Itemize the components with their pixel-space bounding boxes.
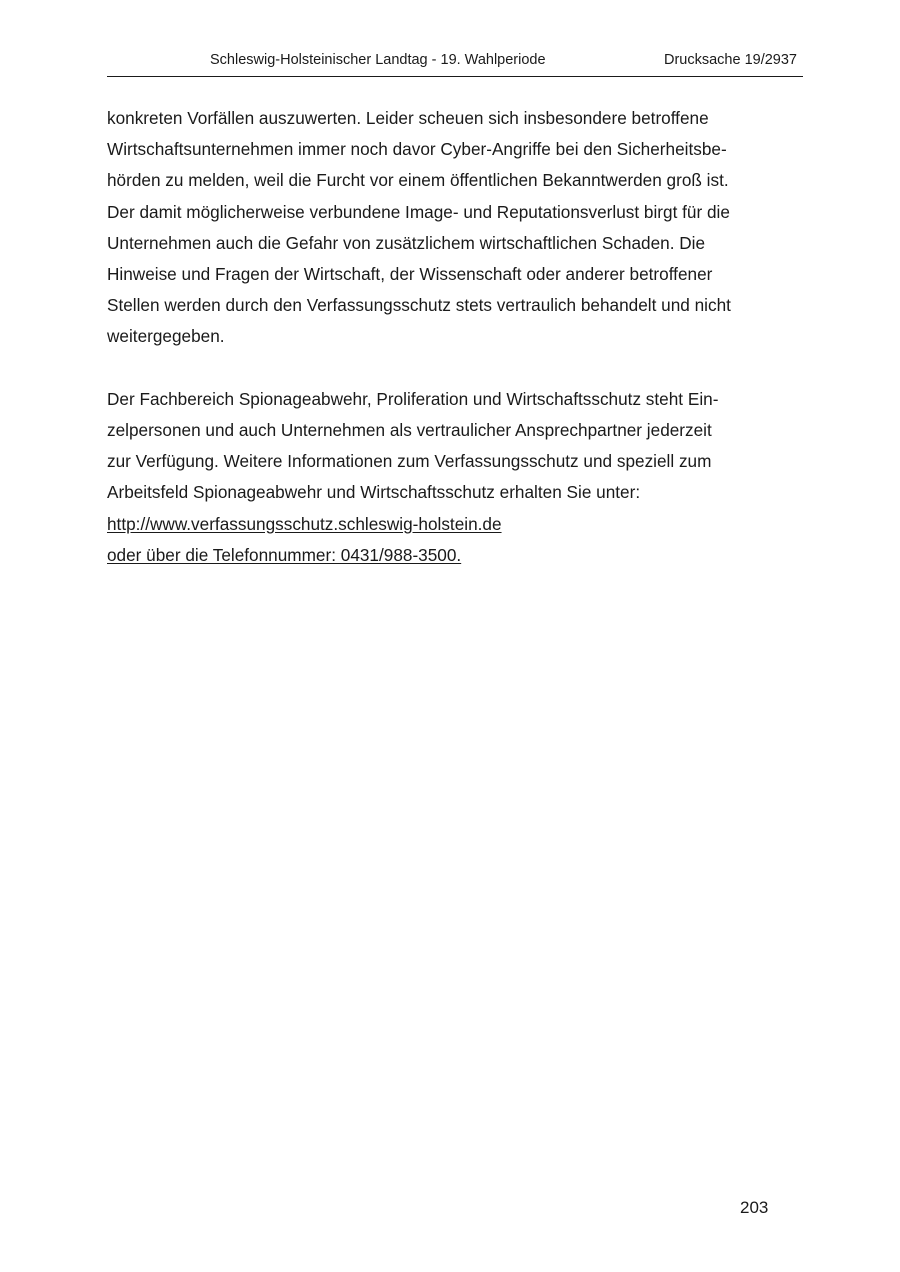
text-line: konkreten Vorfällen auszuwerten. Leider scheuen sich insbesondere betroffene: [107, 108, 709, 128]
text-line: Arbeitsfeld Spionageabwehr und Wirtschaftsschutz erhalten Sie unter:: [107, 482, 641, 503]
paragraph-cyber-attacks: [107, 103, 787, 353]
page-number: 203: [740, 1198, 769, 1217]
text-line: Unternehmen auch die Gefahr von zusätzlichem wirtschaftlichen Schaden. Die: [107, 232, 706, 253]
text-line: Hinweise und Fragen der Wirtschaft, der Wissenschaft oder anderer betroffener: [107, 264, 713, 285]
text-line: weitergegeben.: [107, 326, 225, 347]
document-number: Drucksache 19/2937: [664, 52, 797, 68]
paragraph-contact-info: [107, 384, 787, 571]
text-line: zur Verfügung. Weitere Informationen zum Verfassungsschutz und speziell zum: [107, 451, 712, 472]
document-body: [107, 103, 787, 571]
page-header: [107, 52, 803, 74]
phone-number-link[interactable]: oder über die Telefonnummer: 0431/988-3500.: [107, 544, 462, 565]
text-line: Der Fachbereich Spionageabwehr, Proliferation und Wirtschaftsschutz steht Ein-: [107, 388, 719, 409]
text-line: Wirtschaftsunternehmen immer noch davor Cyber-Angriffe bei den Sicherheitsbe-: [107, 139, 727, 160]
text-line: Der damit möglicherweise verbundene Image- und Reputationsverlust birgt für die: [107, 201, 730, 222]
header-divider: [107, 76, 803, 77]
header-title: Schleswig-Holsteinischer Landtag - 19. Wahlperiode: [210, 52, 546, 68]
verfassungsschutz-website-link[interactable]: http://www.verfassungsschutz.schleswig-holstein.de: [107, 513, 502, 534]
text-line: zelpersonen und auch Unternehmen als vertraulicher Ansprechpartner jederzeit: [107, 420, 712, 441]
text-line: hörden zu melden, weil die Furcht vor einem öffentlichen Bekanntwerden groß ist.: [107, 170, 729, 191]
text-line: Stellen werden durch den Verfassungsschutz stets vertraulich behandelt und nicht: [107, 295, 731, 316]
